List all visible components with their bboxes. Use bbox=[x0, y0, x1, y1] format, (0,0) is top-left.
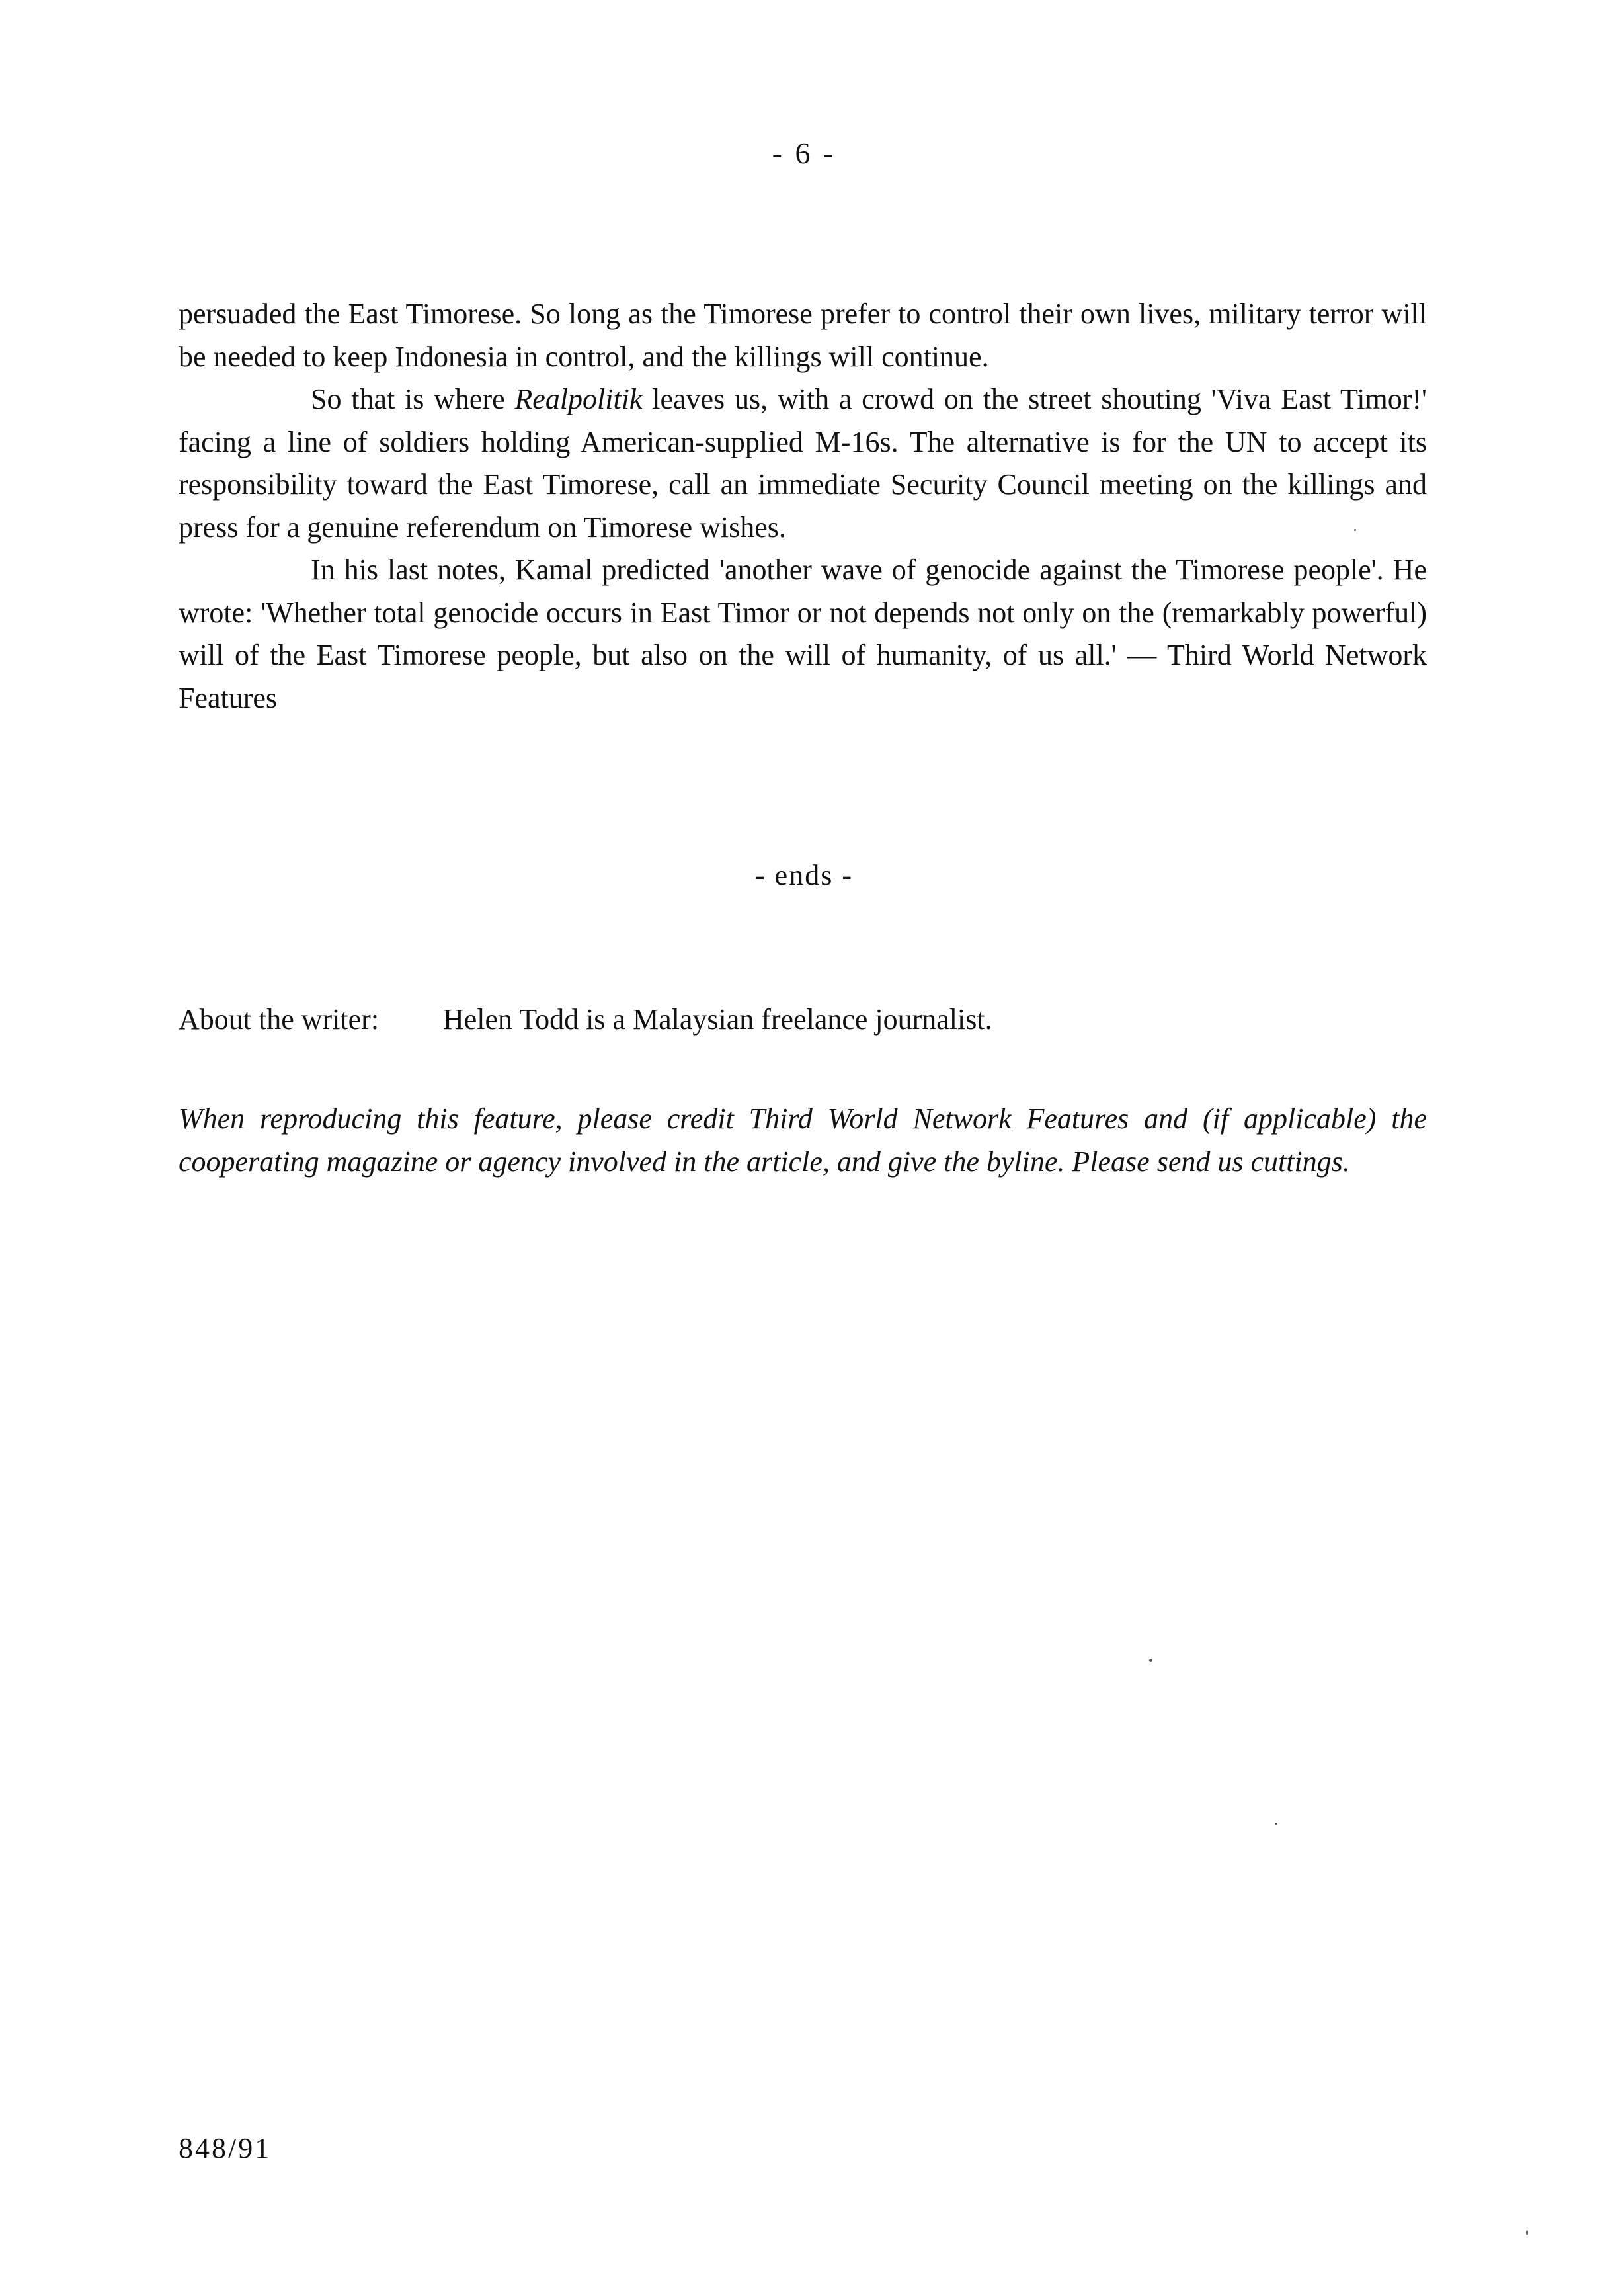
scan-speck bbox=[1526, 2230, 1528, 2235]
scan-speck bbox=[1149, 1659, 1152, 1662]
paragraph-2 bbox=[179, 378, 1427, 549]
paragraph-1: persuaded the East Timorese. So long as the Timorese prefer to control their own lives, military terror will be needed to keep Indonesia in control, and the killings will continue. bbox=[179, 298, 1427, 373]
credit-notice: When reproducing this feature, please credit Third World Network Features and (if applicable) the cooperating magazine or agency involved in the article, and give the byline. Please send us cuttings. bbox=[179, 1102, 1427, 1178]
paragraph-2-start: So that is where bbox=[311, 383, 515, 415]
article-body bbox=[179, 293, 1427, 719]
about-label: About the writer: bbox=[179, 1003, 380, 1036]
about-the-writer bbox=[179, 999, 1427, 1041]
realpolitik-term: Realpolitik bbox=[514, 383, 643, 415]
paragraph-3: In his last notes, Kamal predicted 'another wave of genocide against the Timorese people'. He wrote: 'Whether total genocide occurs in East Timor or not depends not only on the (remarkably powerful) will of the East Timorese people, but also on the will of humanity, of us all.' — Third World Network Features bbox=[179, 554, 1427, 714]
page-number: - 6 - bbox=[772, 136, 836, 170]
paragraph-2-rest: leaves us, with a crowd on the street shouting 'Viva East Timor!' facing a line of soldiers holding American-supplied M-16s. The alternative is for the UN to accept its responsibility toward the East Timorese, call an immediate Security Council meeting on the killings and press for a genuine referendum on Timorese wishes. bbox=[179, 383, 1427, 544]
about-text: Helen Todd is a Malaysian freelance journalist. bbox=[443, 1003, 992, 1036]
ends-marker: - ends - bbox=[755, 859, 853, 891]
scan-speck bbox=[1275, 1823, 1277, 1824]
scan-speck bbox=[1354, 529, 1356, 531]
document-reference: 848/91 bbox=[179, 2132, 272, 2164]
